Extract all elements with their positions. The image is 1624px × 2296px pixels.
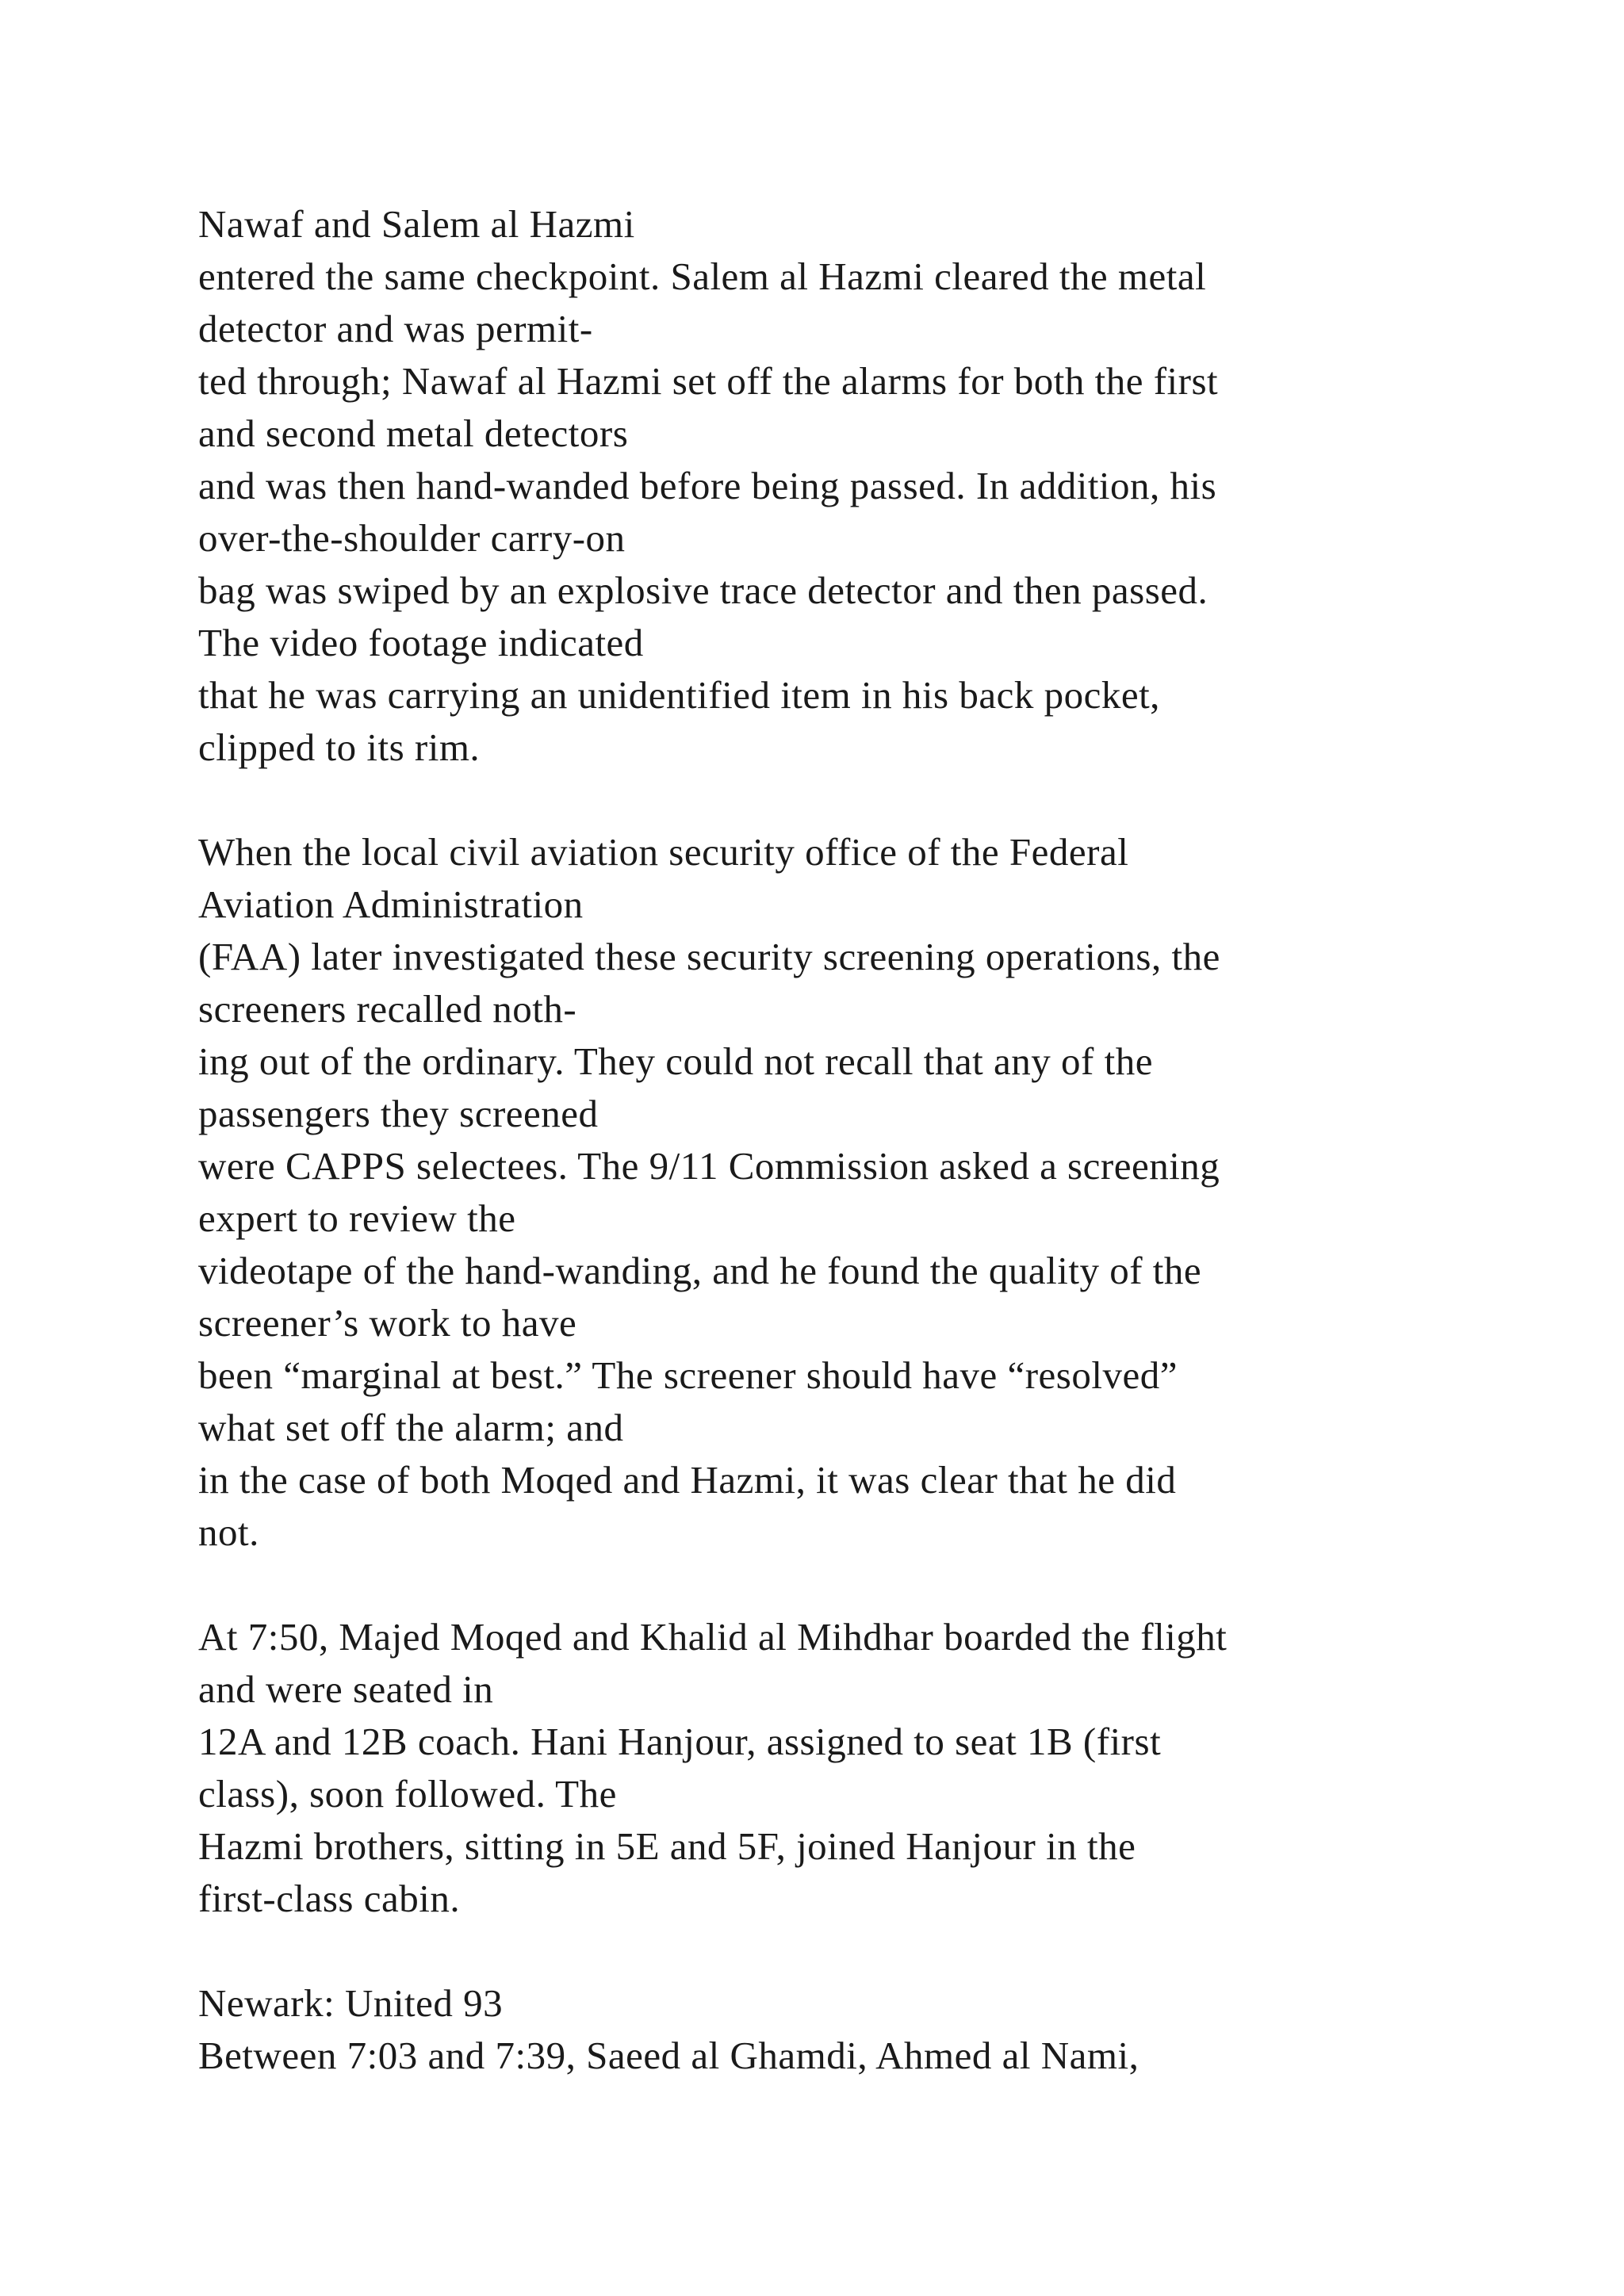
text-line: been “marginal at best.” The screener should have “resolved” (198, 1353, 1178, 1397)
paragraph (198, 1611, 1546, 1925)
paragraph (198, 826, 1546, 1559)
text-line: passengers they screened (198, 1092, 599, 1135)
text-line: The video footage indicated (198, 621, 644, 664)
text-line: detector and was permit- (198, 307, 593, 350)
text-line: expert to review the (198, 1196, 516, 1240)
text-line: ing out of the ordinary. They could not recall that any of the (198, 1039, 1153, 1083)
paragraph-gap (198, 1925, 1546, 1977)
text-line: what set off the alarm; and (198, 1406, 624, 1449)
text-line: class), soon followed. The (198, 1772, 617, 1816)
text-line: Aviation Administration (198, 882, 584, 926)
text-line: ted through; Nawaf al Hazmi set off the alarms for both the first (198, 359, 1219, 403)
document-page (198, 198, 1546, 2082)
text-line: When the local civil aviation security office of the Federal (198, 830, 1129, 874)
text-line: Between 7:03 and 7:39, Saeed al Ghamdi, Ahmed al Nami, (198, 2034, 1139, 2077)
text-line: not. (198, 1510, 259, 1554)
text-line: over-the-shoulder carry-on (198, 516, 626, 560)
text-line: and second metal detectors (198, 411, 629, 455)
paragraph (198, 1977, 1546, 2082)
paragraph-gap (198, 774, 1546, 826)
text-line: and was then hand-wanded before being passed. In addition, his (198, 464, 1217, 507)
text-line: entered the same checkpoint. Salem al Hazmi cleared the metal (198, 254, 1207, 298)
paragraph-gap (198, 1559, 1546, 1611)
text-line: that he was carrying an unidentified item in his back pocket, (198, 673, 1160, 717)
text-line: first-class cabin. (198, 1877, 461, 1920)
text-line: Hazmi brothers, sitting in 5E and 5F, joined Hanjour in the (198, 1824, 1136, 1868)
text-line: 12A and 12B coach. Hani Hanjour, assigned to seat 1B (first (198, 1720, 1162, 1763)
text-line: At 7:50, Majed Moqed and Khalid al Mihdhar boarded the flight (198, 1615, 1228, 1659)
text-line: were CAPPS selectees. The 9/11 Commission asked a screening (198, 1144, 1220, 1188)
text-line: (FAA) later investigated these security screening operations, the (198, 935, 1220, 978)
text-line: screeners recalled noth- (198, 987, 577, 1031)
text-line: bag was swiped by an explosive trace detector and then passed. (198, 568, 1208, 612)
paragraph (198, 198, 1546, 774)
section-heading: Newark: United 93 (198, 1981, 504, 2025)
text-line: and were seated in (198, 1667, 494, 1711)
text-line: screener’s work to have (198, 1301, 577, 1345)
text-line: in the case of both Moqed and Hazmi, it was clear that he did (198, 1458, 1177, 1502)
text-line: Nawaf and Salem al Hazmi (198, 202, 635, 246)
text-line: clipped to its rim. (198, 725, 481, 769)
text-line: videotape of the hand-wanding, and he found the quality of the (198, 1249, 1202, 1292)
